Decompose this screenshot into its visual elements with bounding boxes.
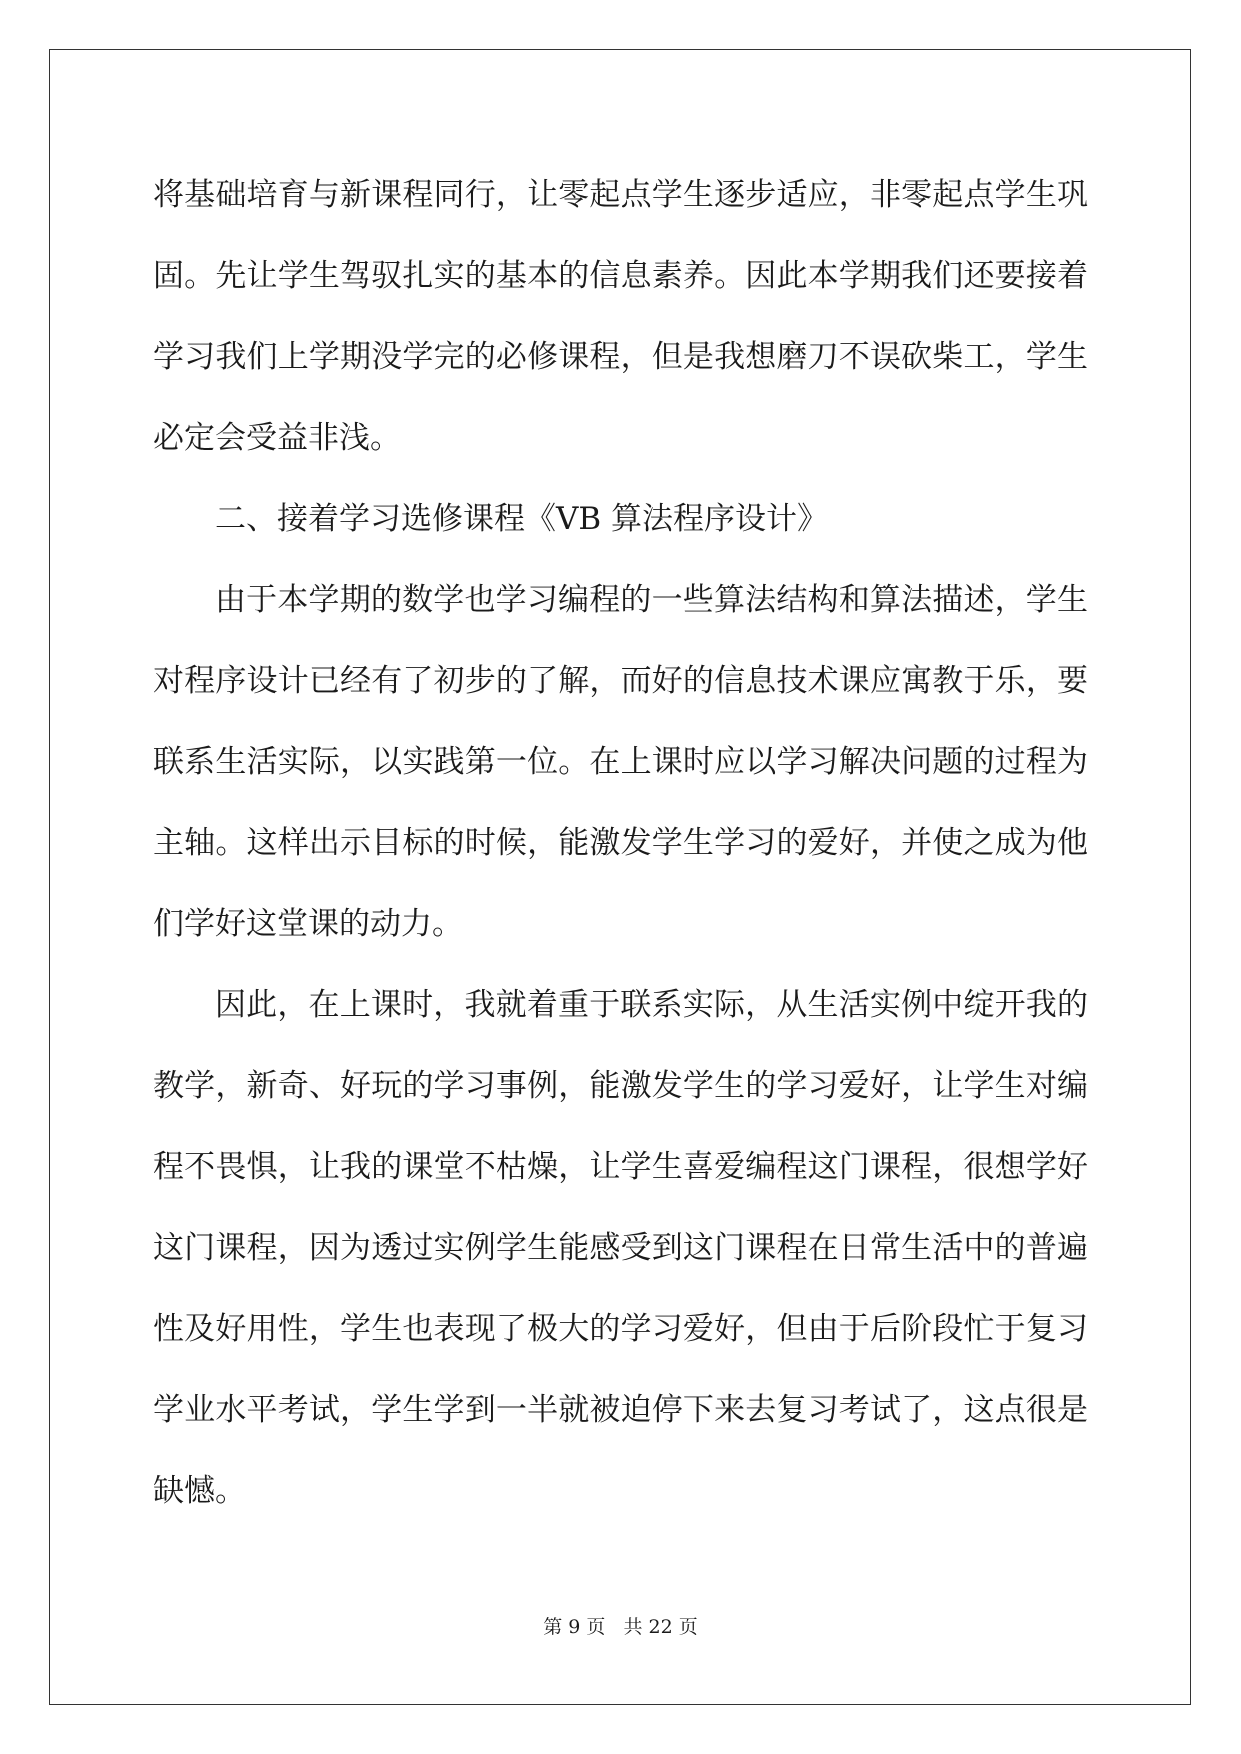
paragraph-3-line-3: 程不畏惧，让我的课堂不枯燥，让学生喜爱编程这门课程，很想学好 — [153, 1149, 1088, 1185]
paragraph-1-line-2: 固。先让学生驾驭扎实的基本的信息素养。因此本学期我们还要接着 — [153, 258, 1088, 294]
section-heading: 二、接着学习选修课程《VB 算法程序设计》 — [215, 501, 829, 537]
paragraph-1-line-1: 将基础培育与新课程同行，让零起点学生逐步适应，非零起点学生巩 — [153, 177, 1088, 213]
paragraph-2-line-4: 主轴。这样出示目标的时候，能激发学生学习的爱好，并使之成为他 — [153, 825, 1088, 861]
paragraph-3-line-1: 因此，在上课时，我就着重于联系实际，从生活实例中绽开我的 — [215, 987, 1088, 1023]
document-body — [153, 155, 1088, 1532]
paragraph-2-line-1: 由于本学期的数学也学习编程的一些算法结构和算法描述，学生 — [215, 582, 1088, 618]
paragraph-1-line-3: 学习我们上学期没学完的必修课程，但是我想磨刀不误砍柴工，学生 — [153, 339, 1088, 375]
paragraph-2-line-5: 们学好这堂课的动力。 — [153, 906, 463, 942]
page-number-footer: 第 9 页 共 22 页 — [543, 1616, 698, 1638]
paragraph-1-line-4: 必定会受益非浅。 — [153, 420, 401, 456]
paragraph-3-line-7: 缺憾。 — [153, 1473, 246, 1509]
paragraph-3-line-2: 教学，新奇、好玩的学习事例，能激发学生的学习爱好，让学生对编 — [153, 1068, 1088, 1104]
paragraph-2-line-2: 对程序设计已经有了初步的了解，而好的信息技术课应寓教于乐，要 — [153, 663, 1088, 699]
paragraph-3-line-4: 这门课程，因为透过实例学生能感受到这门课程在日常生活中的普遍 — [153, 1230, 1088, 1266]
paragraph-3-line-6: 学业水平考试，学生学到一半就被迫停下来去复习考试了，这点很是 — [153, 1392, 1088, 1428]
paragraph-3-line-5: 性及好用性，学生也表现了极大的学习爱好，但由于后阶段忙于复习 — [153, 1311, 1088, 1347]
paragraph-2-line-3: 联系生活实际，以实践第一位。在上课时应以学习解决问题的过程为 — [153, 744, 1088, 780]
